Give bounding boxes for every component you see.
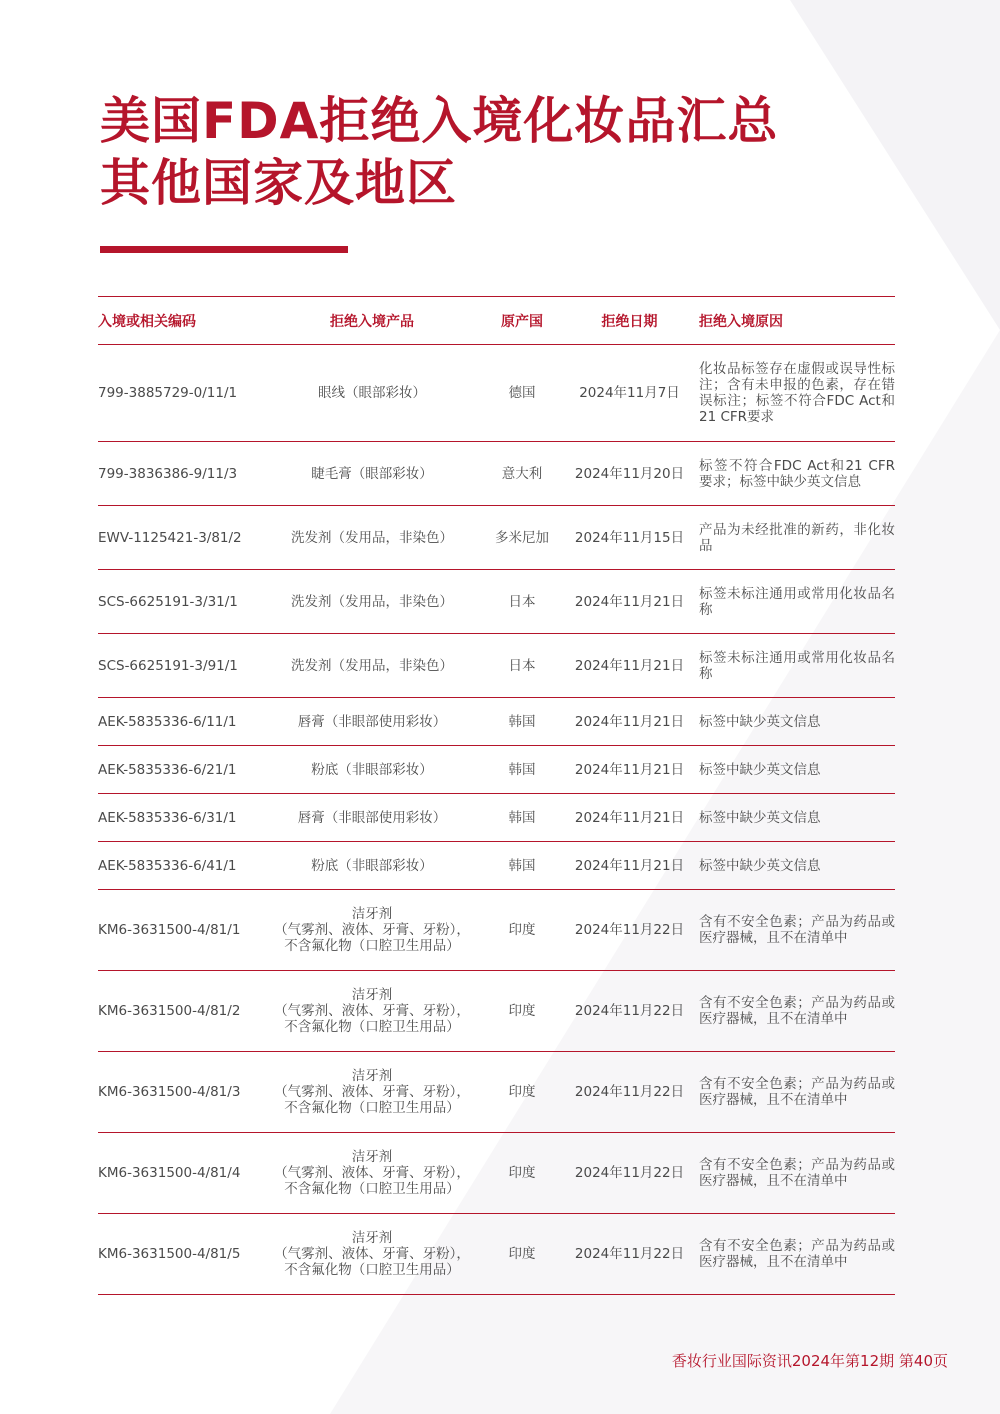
row-product-line: 洁牙剂 (351, 1068, 393, 1084)
table-row (98, 746, 895, 794)
row-country: 韩国 (482, 698, 562, 746)
table-row (98, 442, 895, 506)
row-date: 2024年11月21日 (562, 842, 697, 890)
table-row (98, 794, 895, 842)
row-product-line: 洁牙剂 (351, 987, 393, 1003)
row-country: 日本 (482, 570, 562, 634)
row-product-line: 不含氟化物（口腔卫生用品） (284, 1100, 460, 1116)
page-footer: 香妆行业国际资讯2024年第12期 第40页 (671, 1352, 948, 1370)
row-product-line: （气雾剂、液体、牙膏、牙粉）， (274, 1003, 470, 1019)
row-product-line: 眼线（眼部彩妆） (318, 385, 426, 401)
row-code: AEK-5835336-6/41/1 (98, 842, 262, 890)
row-product-line: 不含氟化物（口腔卫生用品） (284, 938, 460, 954)
header-country: 原产国 (482, 297, 562, 345)
table-row (98, 570, 895, 634)
row-code: SCS-6625191-3/91/1 (98, 634, 262, 698)
row-product-line: 洗发剂（发用品，非染色） (291, 529, 453, 546)
row-reason: 标签中缺少英文信息 (697, 698, 895, 746)
row-date: 2024年11月22日 (562, 1052, 697, 1133)
row-reason: 含有不安全色素；产品为药品或医疗器械，且不在清单中 (697, 971, 895, 1052)
header-product: 拒绝入境产品 (262, 297, 482, 345)
row-reason: 含有不安全色素；产品为药品或医疗器械，且不在清单中 (697, 890, 895, 971)
row-date: 2024年11月20日 (562, 442, 697, 506)
row-date: 2024年11月21日 (562, 794, 697, 842)
row-country: 意大利 (482, 442, 562, 506)
row-date: 2024年11月7日 (562, 345, 697, 442)
page-title (100, 90, 778, 214)
row-reason: 含有不安全色素；产品为药品或医疗器械，且不在清单中 (697, 1052, 895, 1133)
header-reason: 拒绝入境原因 (697, 297, 895, 345)
row-product-line: （气雾剂、液体、牙膏、牙粉）， (274, 1246, 470, 1262)
row-product-line: （气雾剂、液体、牙膏、牙粉）， (274, 922, 470, 938)
table-row (98, 971, 895, 1052)
table-row (98, 506, 895, 570)
table-row (98, 890, 895, 971)
row-product (262, 1214, 482, 1295)
row-date: 2024年11月22日 (562, 1214, 697, 1295)
row-date: 2024年11月21日 (562, 570, 697, 634)
row-reason: 标签不符合FDC Act和21 CFR要求；标签中缺少英文信息 (697, 442, 895, 506)
row-product (262, 442, 482, 506)
table-row (98, 345, 895, 442)
row-product-line: （气雾剂、液体、牙膏、牙粉）， (274, 1165, 470, 1181)
rejection-table (98, 296, 895, 1295)
row-code: AEK-5835336-6/31/1 (98, 794, 262, 842)
row-code: AEK-5835336-6/11/1 (98, 698, 262, 746)
row-product (262, 698, 482, 746)
row-product-line: 唇膏（非眼部使用彩妆） (297, 809, 447, 826)
row-product (262, 1052, 482, 1133)
table-row (98, 842, 895, 890)
row-code: 799-3885729-0/11/1 (98, 345, 262, 442)
row-country: 韩国 (482, 794, 562, 842)
row-product (262, 746, 482, 794)
row-date: 2024年11月22日 (562, 971, 697, 1052)
row-code: KM6-3631500-4/81/3 (98, 1052, 262, 1133)
row-country: 韩国 (482, 842, 562, 890)
row-country: 德国 (482, 345, 562, 442)
row-reason: 产品为未经批准的新药，非化妆品 (697, 506, 895, 570)
row-code: KM6-3631500-4/81/4 (98, 1133, 262, 1214)
table-row (98, 1133, 895, 1214)
table-row (98, 634, 895, 698)
row-code: EWV-1125421-3/81/2 (98, 506, 262, 570)
row-reason: 化妆品标签存在虚假或误导性标注；含有未申报的色素，存在错误标注；标签不符合FDC Act和21 CFR要求 (697, 345, 895, 442)
row-date: 2024年11月21日 (562, 698, 697, 746)
header-date: 拒绝日期 (562, 297, 697, 345)
row-product-line: 洁牙剂 (351, 1230, 393, 1246)
row-reason: 标签中缺少英文信息 (697, 842, 895, 890)
row-product (262, 1133, 482, 1214)
row-product-line: 粉底（非眼部彩妆） (311, 857, 433, 874)
row-reason: 标签未标注通用或常用化妆品名称 (697, 570, 895, 634)
row-date: 2024年11月22日 (562, 1133, 697, 1214)
row-product-line: 粉底（非眼部彩妆） (311, 761, 433, 778)
row-product-line: 不含氟化物（口腔卫生用品） (284, 1019, 460, 1035)
row-product-line: 洗发剂（发用品，非染色） (291, 593, 453, 610)
row-product-line: 洗发剂（发用品，非染色） (291, 657, 453, 674)
title-line-1: 美国FDA拒绝入境化妆品汇总 (100, 92, 779, 150)
row-country: 多米尼加 (482, 506, 562, 570)
row-code: KM6-3631500-4/81/1 (98, 890, 262, 971)
row-reason: 含有不安全色素；产品为药品或医疗器械，且不在清单中 (697, 1133, 895, 1214)
table-row (98, 1052, 895, 1133)
row-code: 799-3836386-9/11/3 (98, 442, 262, 506)
row-date: 2024年11月22日 (562, 890, 697, 971)
row-date: 2024年11月21日 (562, 746, 697, 794)
row-product-line: 洁牙剂 (351, 1149, 393, 1165)
row-country: 印度 (482, 890, 562, 971)
row-product-line: （气雾剂、液体、牙膏、牙粉）， (274, 1084, 470, 1100)
row-reason: 标签中缺少英文信息 (697, 746, 895, 794)
row-product-line: 不含氟化物（口腔卫生用品） (284, 1181, 460, 1197)
row-country: 印度 (482, 1214, 562, 1295)
row-country: 印度 (482, 1133, 562, 1214)
row-code: SCS-6625191-3/31/1 (98, 570, 262, 634)
row-product (262, 890, 482, 971)
table-row (98, 1214, 895, 1295)
row-date: 2024年11月21日 (562, 634, 697, 698)
row-product (262, 794, 482, 842)
table-header-row (98, 297, 895, 345)
row-code: KM6-3631500-4/81/5 (98, 1214, 262, 1295)
row-product (262, 506, 482, 570)
title-underline (100, 246, 348, 253)
header-code: 入境或相关编码 (98, 297, 262, 345)
row-product (262, 634, 482, 698)
row-reason: 含有不安全色素；产品为药品或医疗器械，且不在清单中 (697, 1214, 895, 1295)
row-product (262, 971, 482, 1052)
row-reason: 标签中缺少英文信息 (697, 794, 895, 842)
row-date: 2024年11月15日 (562, 506, 697, 570)
row-country: 韩国 (482, 746, 562, 794)
row-product (262, 570, 482, 634)
table-row (98, 698, 895, 746)
row-code: AEK-5835336-6/21/1 (98, 746, 262, 794)
row-country: 日本 (482, 634, 562, 698)
row-code: KM6-3631500-4/81/2 (98, 971, 262, 1052)
row-country: 印度 (482, 1052, 562, 1133)
row-product (262, 345, 482, 442)
title-line-2: 其他国家及地区 (100, 154, 457, 212)
row-product (262, 842, 482, 890)
row-country: 印度 (482, 971, 562, 1052)
row-product-line: 唇膏（非眼部使用彩妆） (297, 713, 447, 730)
row-product-line: 不含氟化物（口腔卫生用品） (284, 1262, 460, 1278)
row-reason: 标签未标注通用或常用化妆品名称 (697, 634, 895, 698)
row-product-line: 洁牙剂 (351, 906, 393, 922)
row-product-line: 睫毛膏（眼部彩妆） (311, 465, 433, 482)
